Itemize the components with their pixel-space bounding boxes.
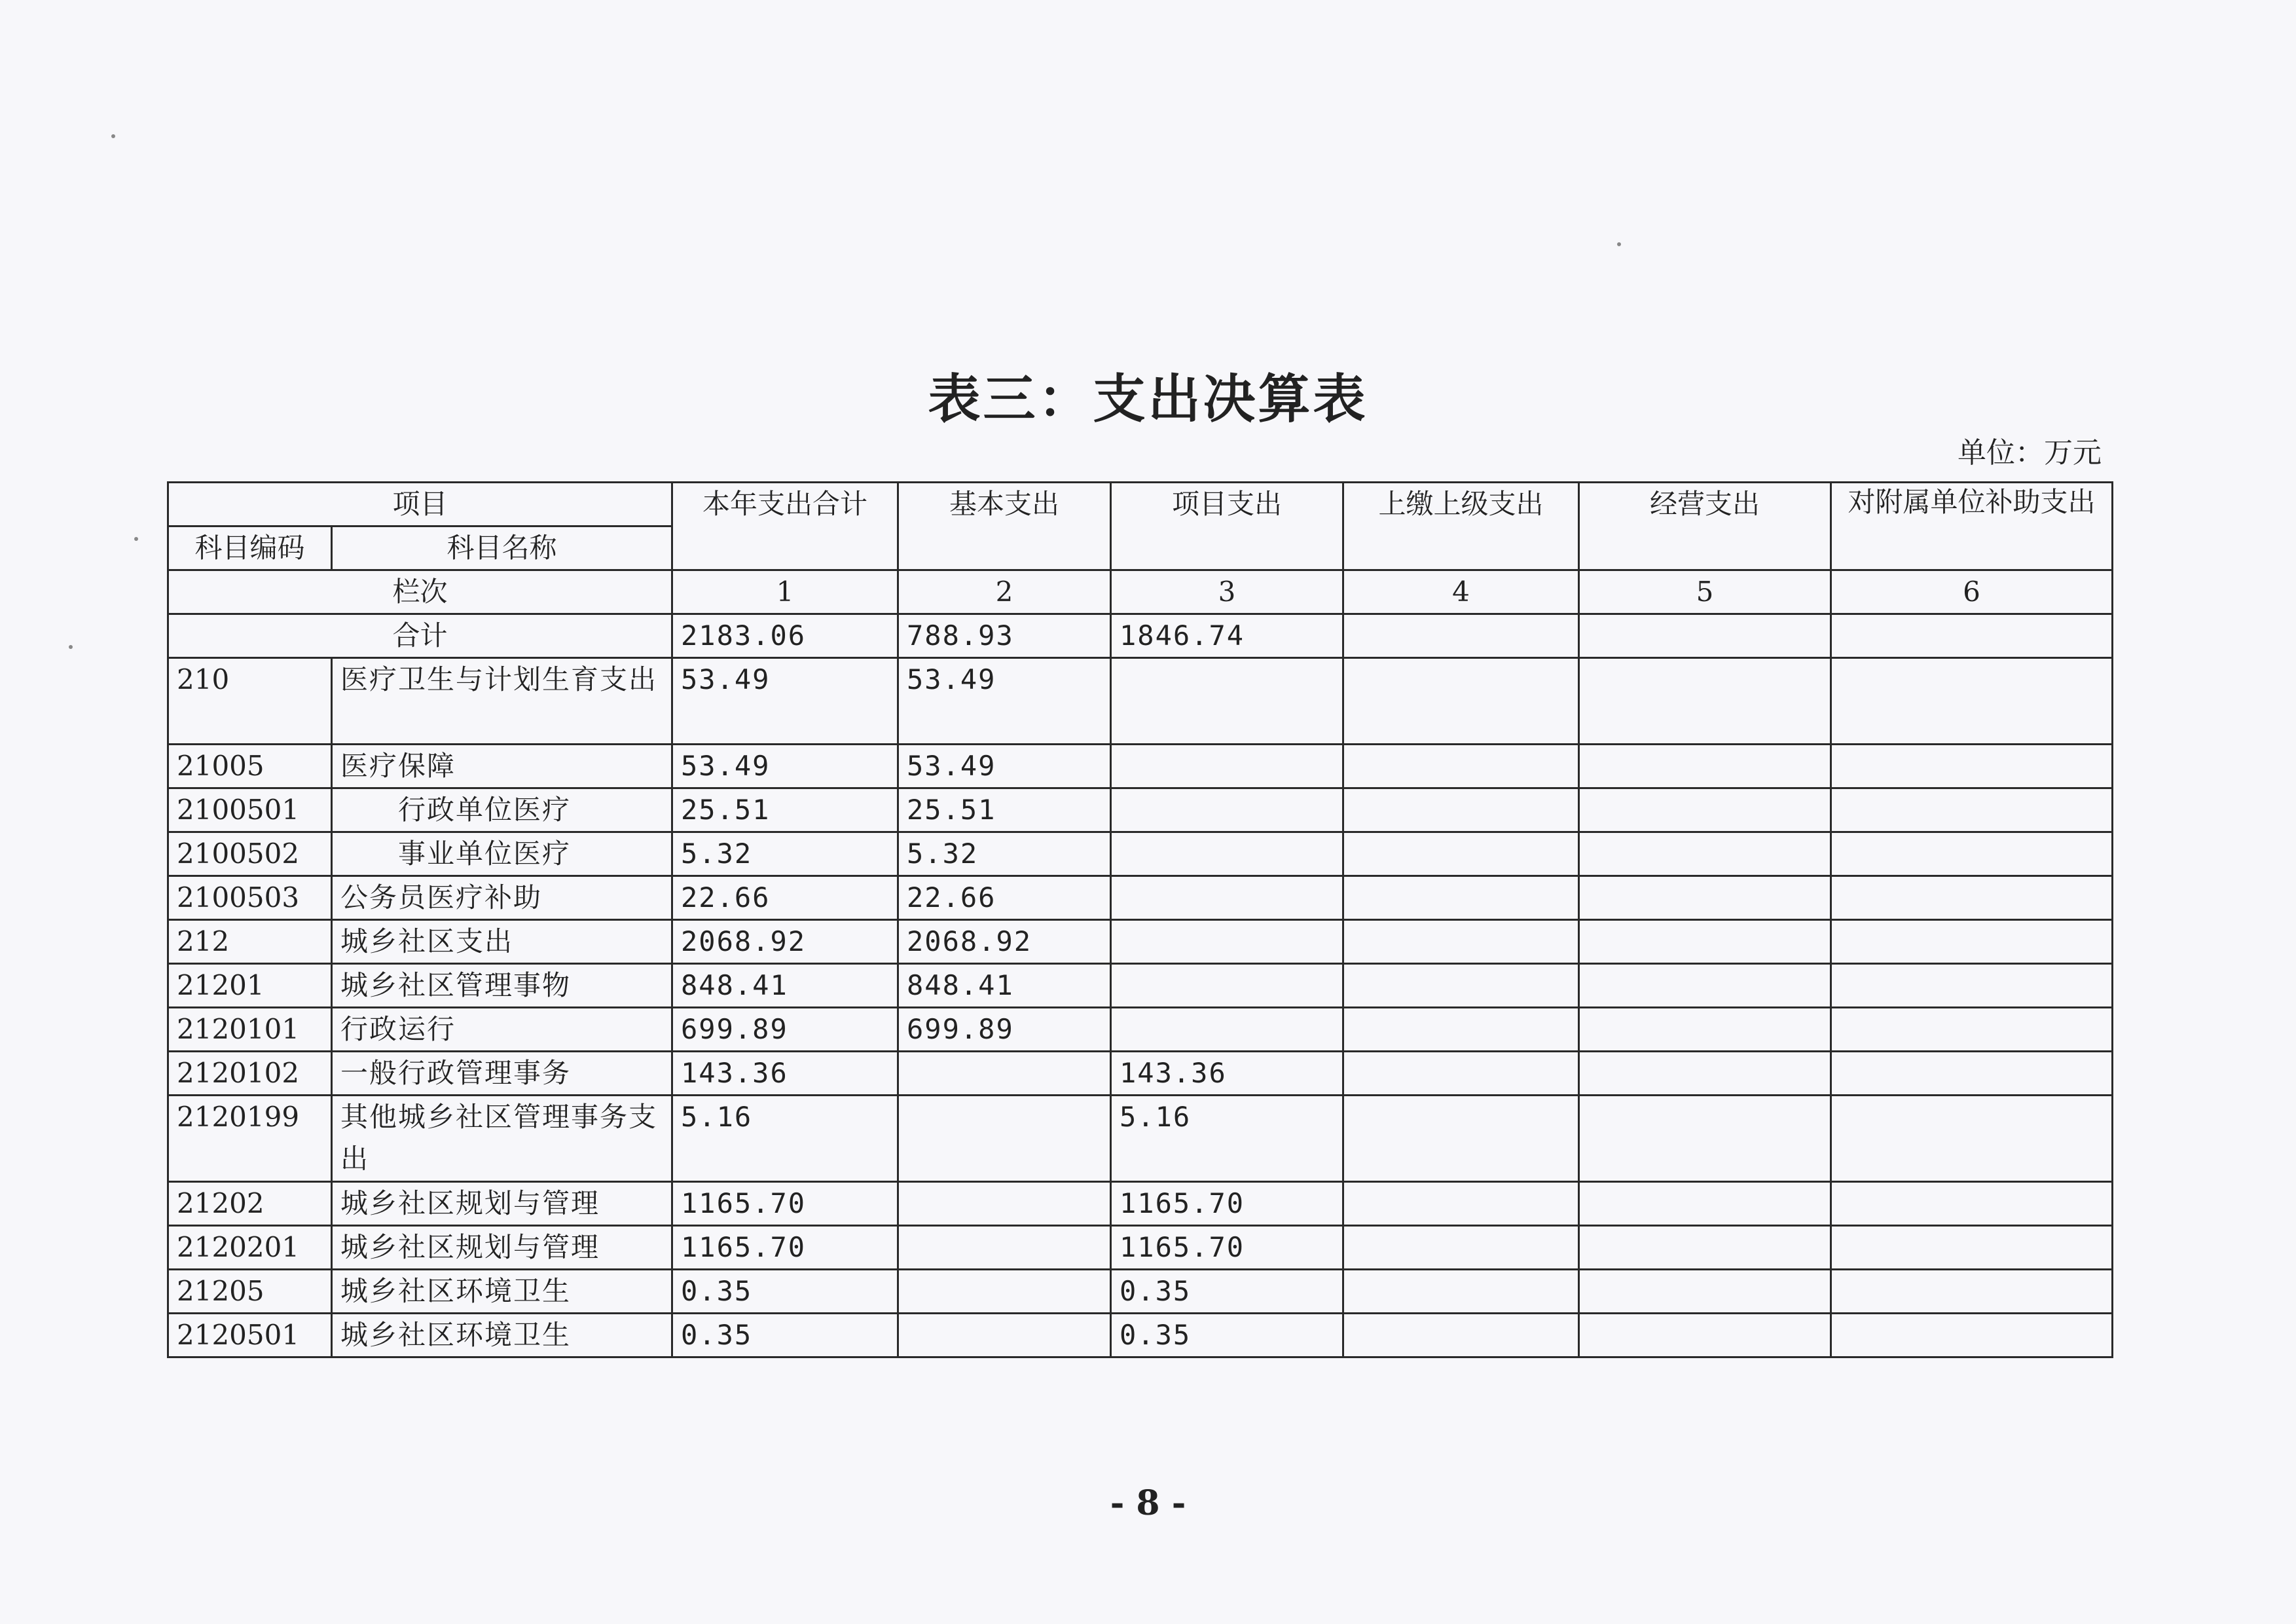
business-cell — [1579, 876, 1831, 920]
table-row — [168, 1052, 2113, 1096]
header-subject-code: 科目编码 — [168, 526, 332, 570]
basic-cell: 5.32 — [898, 832, 1111, 876]
total-cell: 0.35 — [672, 1314, 898, 1357]
scan-speck — [1617, 242, 1621, 246]
project-cell: 1846.74 — [1111, 614, 1343, 658]
total-cell: 2068.92 — [672, 920, 898, 964]
subsidy-cell — [1831, 658, 2113, 745]
upper-cell — [1343, 876, 1579, 920]
basic-cell: 25.51 — [898, 788, 1111, 832]
subject-code-cell: 2100502 — [168, 832, 332, 876]
subsidy-cell — [1831, 788, 2113, 832]
total-cell: 25.51 — [672, 788, 898, 832]
basic-cell: 53.49 — [898, 745, 1111, 788]
total-cell: 22.66 — [672, 876, 898, 920]
upper-cell — [1343, 658, 1579, 745]
total-cell: 2183.06 — [672, 614, 898, 658]
project-cell: 1165.70 — [1111, 1226, 1343, 1270]
total-cell: 5.32 — [672, 832, 898, 876]
subject-name-cell: 行政单位医疗 — [332, 788, 672, 832]
basic-cell — [898, 1052, 1111, 1096]
total-cell: 143.36 — [672, 1052, 898, 1096]
business-cell — [1579, 745, 1831, 788]
table-row — [168, 832, 2113, 876]
table-row — [168, 1182, 2113, 1226]
business-cell — [1579, 1270, 1831, 1314]
business-cell — [1579, 614, 1831, 658]
subject-name-cell: 城乡社区支出 — [332, 920, 672, 964]
basic-cell — [898, 1270, 1111, 1314]
total-cell: 53.49 — [672, 745, 898, 788]
subject-code-cell: 2100501 — [168, 788, 332, 832]
subject-name-cell: 城乡社区规划与管理 — [332, 1226, 672, 1270]
business-cell — [1579, 1182, 1831, 1226]
upper-cell — [1343, 832, 1579, 876]
upper-cell — [1343, 614, 1579, 658]
project-cell — [1111, 1008, 1343, 1052]
subsidy-cell — [1831, 920, 2113, 964]
column-index: 3 — [1111, 570, 1343, 614]
basic-cell: 788.93 — [898, 614, 1111, 658]
subsidy-cell — [1831, 1314, 2113, 1357]
project-cell — [1111, 920, 1343, 964]
business-cell — [1579, 1008, 1831, 1052]
basic-cell — [898, 1182, 1111, 1226]
header-subject-name: 科目名称 — [332, 526, 672, 570]
subsidy-cell — [1831, 1270, 2113, 1314]
subject-name-cell: 城乡社区环境卫生 — [332, 1270, 672, 1314]
expenditure-table — [167, 481, 2113, 1358]
header-business: 经营支出 — [1579, 483, 1831, 570]
subsidy-cell — [1831, 1008, 2113, 1052]
table-row — [168, 1096, 2113, 1182]
column-index-label: 栏次 — [168, 570, 672, 614]
upper-cell — [1343, 1182, 1579, 1226]
subject-code-cell: 21005 — [168, 745, 332, 788]
business-cell — [1579, 1226, 1831, 1270]
project-cell: 0.35 — [1111, 1270, 1343, 1314]
column-index: 6 — [1831, 570, 2113, 614]
subsidy-cell — [1831, 876, 2113, 920]
subject-name-cell: 医疗卫生与计划生育支出 — [332, 658, 672, 745]
subject-name-cell: 城乡社区环境卫生 — [332, 1314, 672, 1357]
business-cell — [1579, 1052, 1831, 1096]
basic-cell: 848.41 — [898, 964, 1111, 1008]
subject-code-cell: 21202 — [168, 1182, 332, 1226]
basic-cell — [898, 1226, 1111, 1270]
header-total: 本年支出合计 — [672, 483, 898, 570]
table-row — [168, 876, 2113, 920]
business-cell — [1579, 1096, 1831, 1182]
header-row — [168, 483, 2113, 526]
project-cell — [1111, 788, 1343, 832]
project-cell: 143.36 — [1111, 1052, 1343, 1096]
scan-speck — [134, 537, 138, 541]
total-cell: 5.16 — [672, 1096, 898, 1182]
column-index: 1 — [672, 570, 898, 614]
upper-cell — [1343, 788, 1579, 832]
scan-speck — [111, 134, 115, 138]
header-basic: 基本支出 — [898, 483, 1111, 570]
total-cell: 848.41 — [672, 964, 898, 1008]
column-index-row — [168, 570, 2113, 614]
subject-code-cell: 2120501 — [168, 1314, 332, 1357]
subject-name-cell: 行政运行 — [332, 1008, 672, 1052]
project-cell — [1111, 964, 1343, 1008]
subject-code-cell: 2120102 — [168, 1052, 332, 1096]
page-title: 表三：支出决算表 — [928, 368, 1368, 430]
total-label: 合计 — [168, 614, 672, 658]
subject-name-cell: 城乡社区规划与管理 — [332, 1182, 672, 1226]
subject-code-cell: 2100503 — [168, 876, 332, 920]
subsidy-cell — [1831, 614, 2113, 658]
upper-cell — [1343, 1008, 1579, 1052]
total-cell: 53.49 — [672, 658, 898, 745]
upper-cell — [1343, 1270, 1579, 1314]
scan-speck — [69, 645, 73, 649]
project-cell — [1111, 745, 1343, 788]
table-row — [168, 964, 2113, 1008]
basic-cell — [898, 1314, 1111, 1357]
total-cell: 0.35 — [672, 1270, 898, 1314]
basic-cell: 2068.92 — [898, 920, 1111, 964]
business-cell — [1579, 832, 1831, 876]
header-project: 项目支出 — [1111, 483, 1343, 570]
basic-cell: 699.89 — [898, 1008, 1111, 1052]
upper-cell — [1343, 1096, 1579, 1182]
table-row — [168, 745, 2113, 788]
project-cell — [1111, 832, 1343, 876]
project-cell: 0.35 — [1111, 1314, 1343, 1357]
subject-code-cell: 21205 — [168, 1270, 332, 1314]
upper-cell — [1343, 920, 1579, 964]
table-row — [168, 1270, 2113, 1314]
header-upper: 上缴上级支出 — [1343, 483, 1579, 570]
table-row — [168, 1226, 2113, 1270]
subject-name-cell: 医疗保障 — [332, 745, 672, 788]
upper-cell — [1343, 745, 1579, 788]
column-index: 2 — [898, 570, 1111, 614]
basic-cell: 53.49 — [898, 658, 1111, 745]
subsidy-cell — [1831, 1226, 2113, 1270]
subsidy-cell — [1831, 1096, 2113, 1182]
upper-cell — [1343, 1052, 1579, 1096]
subject-name-cell: 事业单位医疗 — [332, 832, 672, 876]
subsidy-cell — [1831, 1182, 2113, 1226]
total-cell: 1165.70 — [672, 1226, 898, 1270]
subject-code-cell: 2120199 — [168, 1096, 332, 1182]
project-cell — [1111, 876, 1343, 920]
subject-code-cell: 2120201 — [168, 1226, 332, 1270]
business-cell — [1579, 1314, 1831, 1357]
subsidy-cell — [1831, 1052, 2113, 1096]
table-row — [168, 788, 2113, 832]
business-cell — [1579, 964, 1831, 1008]
table-row — [168, 658, 2113, 745]
table-row — [168, 1008, 2113, 1052]
subject-name-cell: 一般行政管理事务 — [332, 1052, 672, 1096]
subject-name-cell: 其他城乡社区管理事务支出 — [332, 1096, 672, 1182]
business-cell — [1579, 920, 1831, 964]
column-index: 4 — [1343, 570, 1579, 614]
total-cell: 1165.70 — [672, 1182, 898, 1226]
business-cell — [1579, 658, 1831, 745]
basic-cell — [898, 1096, 1111, 1182]
subject-code-cell: 210 — [168, 658, 332, 745]
upper-cell — [1343, 1314, 1579, 1357]
column-index: 5 — [1579, 570, 1831, 614]
upper-cell — [1343, 964, 1579, 1008]
subsidy-cell — [1831, 832, 2113, 876]
table-row — [168, 1314, 2113, 1357]
subject-code-cell: 212 — [168, 920, 332, 964]
basic-cell: 22.66 — [898, 876, 1111, 920]
total-cell: 699.89 — [672, 1008, 898, 1052]
table-row — [168, 920, 2113, 964]
project-cell: 1165.70 — [1111, 1182, 1343, 1226]
upper-cell — [1343, 1226, 1579, 1270]
subject-name-cell: 城乡社区管理事物 — [332, 964, 672, 1008]
subsidy-cell — [1831, 745, 2113, 788]
page-number: - 8 - — [1110, 1483, 1186, 1523]
unit-label: 单位：万元 — [1958, 436, 2102, 470]
total-row — [168, 614, 2113, 658]
subject-name-cell: 公务员医疗补助 — [332, 876, 672, 920]
project-cell: 5.16 — [1111, 1096, 1343, 1182]
subsidy-cell — [1831, 964, 2113, 1008]
header-item: 项目 — [168, 483, 672, 526]
business-cell — [1579, 788, 1831, 832]
project-cell — [1111, 658, 1343, 745]
subject-code-cell: 21201 — [168, 964, 332, 1008]
header-subsidy: 对附属单位补助支出 — [1831, 483, 2113, 570]
subject-code-cell: 2120101 — [168, 1008, 332, 1052]
